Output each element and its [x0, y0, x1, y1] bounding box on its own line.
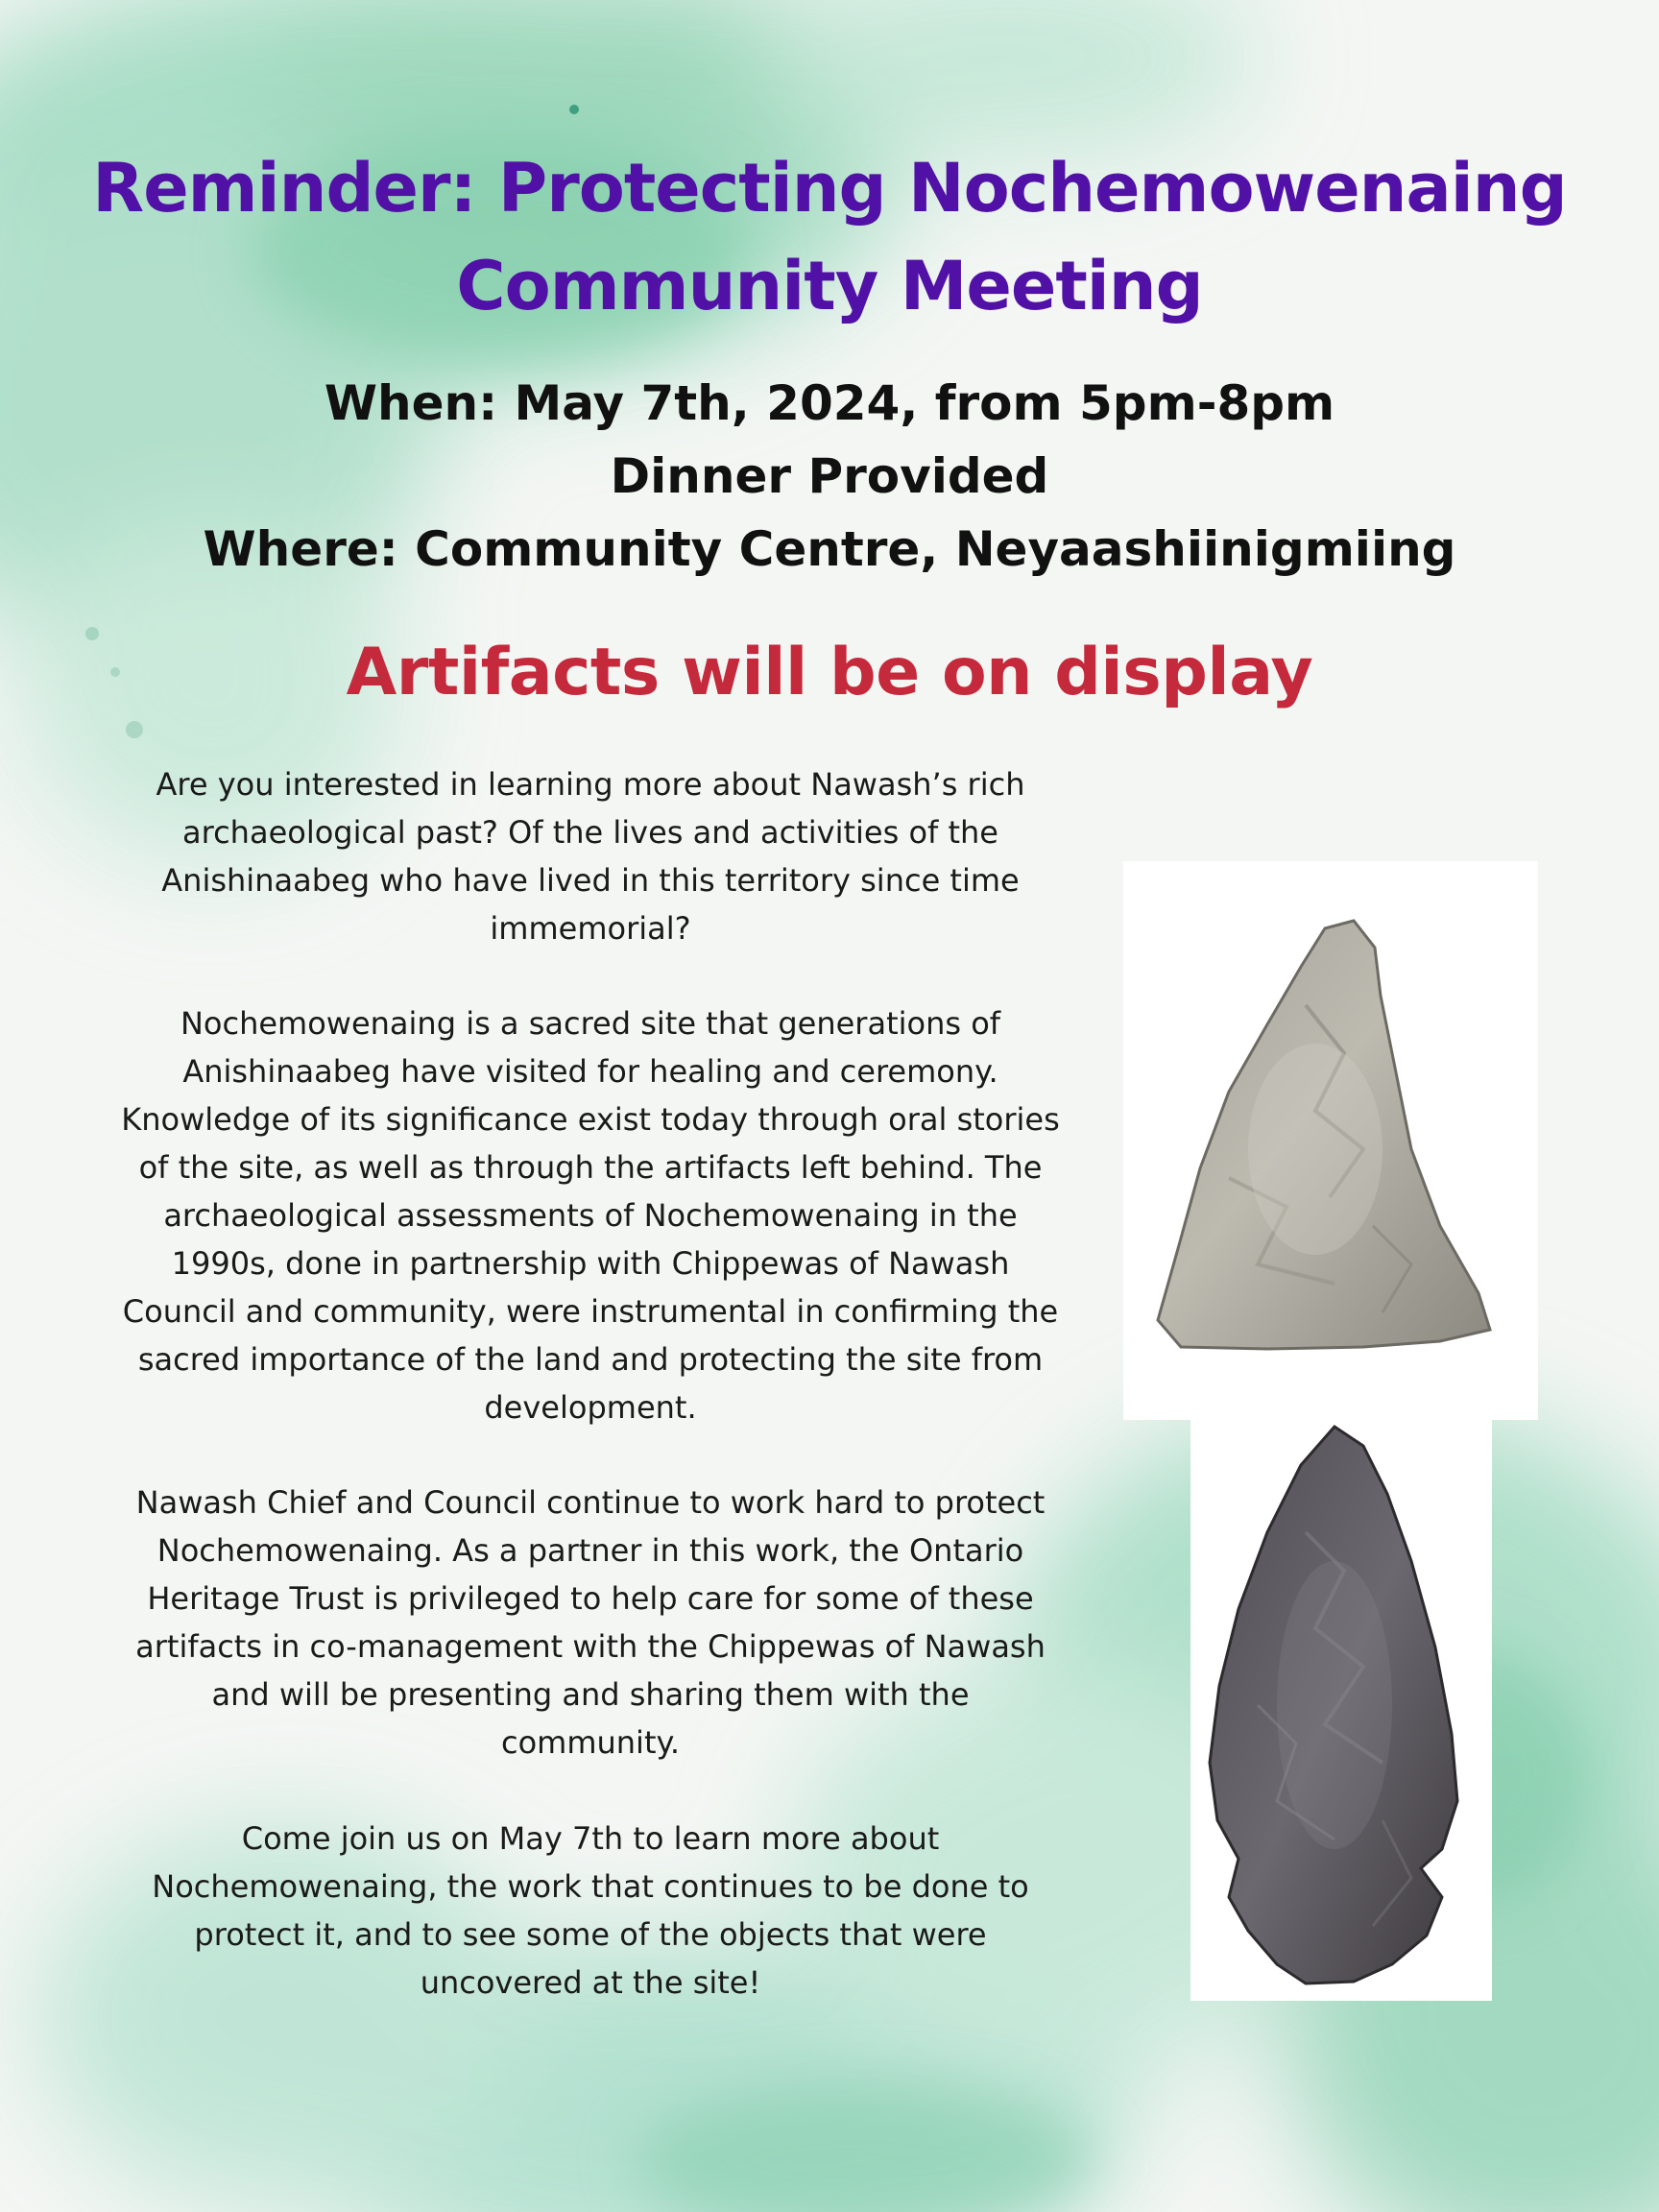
history-paragraph: Nochemowenaing is a sacred site that generations of Anishinaabeg have visited for healing and ceremony. Knowledge of its significance exist today through oral stories of the site, as well as through the artifacts left behind. The archaeological assessments of Nochemowenaing in the 1990s, done in partnership with Chippewas of Nawash Council and community, were instrumental in confirming the sacred importance of the land and protecting the site from development. [121, 1005, 1060, 1426]
intro-paragraph: Are you interested in learning more about Nawash’s rich archaeological past? Of the lives and activities of the Anishinaabeg who have lived in this territory since time immemorial? [156, 766, 1025, 947]
title-line-1: Reminder: Protecting Nochemowenaing [92, 149, 1567, 228]
event-where: Where: Community Centre, Neyaashiinigmiing [203, 521, 1456, 577]
dark-notched-stone-point-icon [1190, 1417, 1492, 2001]
event-when: When: May 7th, 2024, from 5pm-8pm [324, 375, 1335, 431]
artifact-photo-2 [1190, 1417, 1492, 2001]
invitation-paragraph: Come join us on May 7th to learn more about Nochemowenaing, the work that continues to be done to protect it, and to see some of the objects that were uncovered at the site! [152, 1820, 1029, 2001]
partnership-paragraph: Nawash Chief and Council continue to work hard to protect Nochemowenaing. As a partner in this work, the Ontario Heritage Trust is privileged to help care for some of these artifacts in co-management with the Chippewas of Nawash and will be presenting and sharing them with the community. [135, 1484, 1046, 1761]
title-line-2: Community Meeting [456, 247, 1203, 325]
artifact-photo-1 [1123, 861, 1538, 1420]
triangular-stone-point-icon [1123, 861, 1538, 1420]
event-dinner: Dinner Provided [610, 448, 1049, 504]
artifacts-heading: Artifacts will be on display [346, 635, 1313, 710]
